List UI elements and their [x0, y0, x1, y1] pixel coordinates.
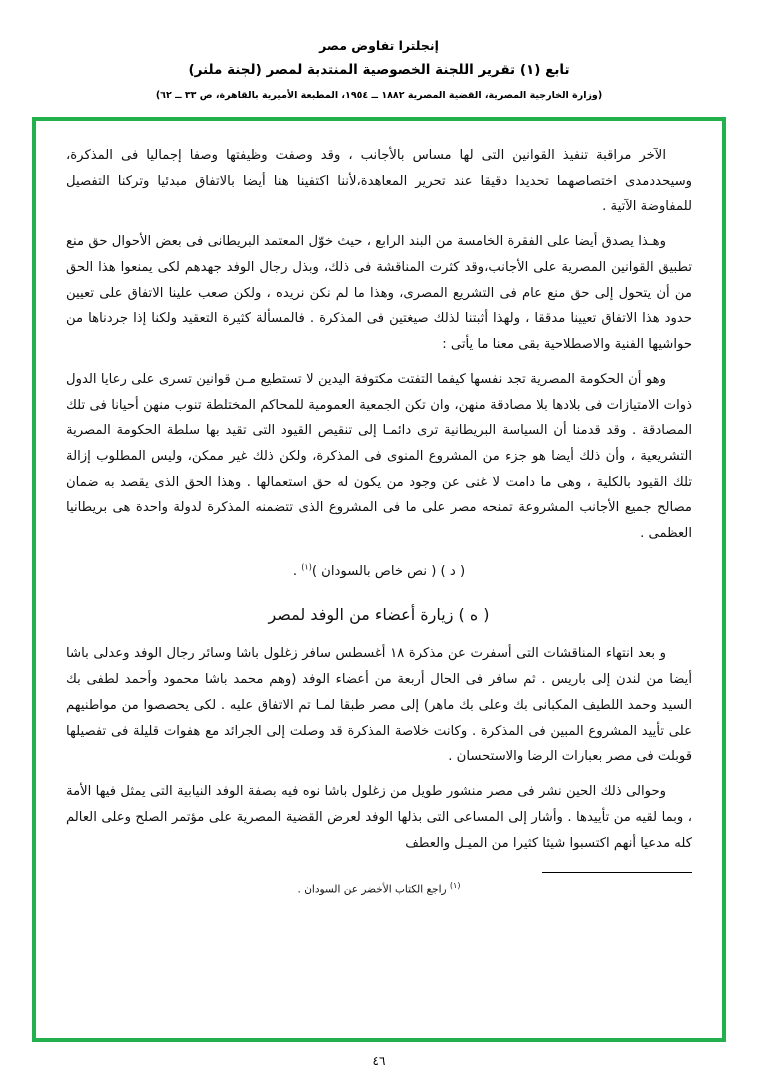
header-source-line: (وزارة الخارجية المصرية، القضية المصرية ١٨٨٢ ــ ١٩٥٤، المطبعة الأميرية بالقاهرة، ص ٣٣ ــ ٦٢) — [155, 89, 603, 101]
section-heading-h: ( ه ) زيارة أعضاء من الوفد لمصر — [268, 604, 490, 624]
paragraph: و بعد انتهاء المناقشات التى أسفرت عن مذكرة ١٨ أغسطس سافر زغلول باشا وسائر رجال الوفد وعدلى باشا أيضا من لندن إلى باريس . ثم سافر فى الحال أربعة من أعضاء الوفد (وهم محمد باشا محمود وأحمد لطفى بك السيد وحمد اللطيف المكبانى بك وعلى بك ماهر) إلى مصر طبقا لمـا تم الاتفاق عليه . لكى يحصصوا من مواطنيهم على تأييد المشروع المبين فى المذكرة . وكانت خلاصة المذكرة قد وصلت إلى الجرائد مع هفوات قليلة فى تفصيلها قوبلت فى مصر بعبارات الرضا والاستحسان . — [66, 646, 692, 765]
paragraph: وهـذا يصدق أيضا على الفقرة الخامسة من البند الرابع ، حيث خوّل المعتمد البريطانى فى بعض الأحوال حق منع تطبيق القوانين المصرية على الأجانب،وقد كثرت المناقشة فى ذلك، وبذل رجال الوفد جهدهم لكى يمنعوا هذا الحق من أن يتحول إلى حق منع عام فى التشريع المصرى، وهذا ما لم نكن نريده ، ولكن صعب علينا الاتفاق على تعيين حدود هذا الاتفاق تعيينا مدققا ، ولهذا أثبتنا لذلك صيغتين فى المذكرة . فالمسألة كثيرة التعقيد ولكنا إذا جردناها من حواشيها الفنية والاصطلاحية بقى معنا ما يأتى : — [66, 234, 692, 353]
header-title-line1: إنجلترا تفاوض مصر — [319, 38, 439, 53]
section-reference-d — [66, 559, 692, 585]
footnote — [66, 879, 692, 899]
paragraph: الآخر مراقبة تنفيذ القوانين التى لها مساس بالأجانب ، وقد وصفت وظيفتها وصفا إجماليا فى المذكرة، وسيحددمدى اختصاصهما تحديدا دقيقا عند تحرير المعاهدة،لأننا اكتفينا هنا أيضا بالاتفاق مبدئيا وتركنا التفصيل للمفاوضة الآتية . — [66, 147, 692, 215]
footnote-number: (١) — [449, 881, 461, 891]
section-reference-text: ( د ) ( نص خاص بالسودان ) — [311, 563, 466, 579]
header-title-line2: تابع (١) تقرير اللجنة الخصوصية المنتدبة لمصر (لجنة ملنر) — [188, 62, 570, 78]
paragraph: وهو أن الحكومة المصرية تجد نفسها كيفما التفتت مكتوفة اليدين لا تستطيع مـن قوانين تسرى على رعايا الدول ذوات الامتيازات فى بلادها بلا مصادقة منهن، وان تكن الجمعية العمومية للمحاكم المختلطة تنوب منهن أحيانا فى تلك المصادقة . وقد قدمنا أن السياسة البريطانية ترى دائمـا إلى تنقيص القيود التى تقيد بها سلطة الحكومة المصرية التشريعية ، وأن ذلك أيضا هو جزء من المشروع المنوى فى المذكرة، ولكن ذلك غير ممكن، وليس المطلوب إزالة تلك القيود بالكلية ، وهى ما دامت لا غنى عن وجود من يكون له حق استعمالها . وهذا الحق الذى يقصد به ضمان مصالح جميع الأجانب المشروعة تمنحه مصر على ما فى المشروع الذى تتضمنه المذكرة لدولة واحدة هى بريطانيا العظمى . — [66, 371, 692, 542]
page-header — [0, 0, 758, 103]
section-reference-period: . — [292, 563, 298, 579]
footnote-marker: (١) — [301, 562, 312, 572]
paragraph: وحوالى ذلك الحين نشر فى مصر منشور طويل من زغلول باشا نوه فيه بصفة الوفد النيابية التى يمثل فيها الأمة ، وبما لقيه من تأييدها . وأشار إلى المساعى التى بذلها الوفد لعرض القضية المصرية على مؤتمر الصلح وعلى العالم كله مدعيا أنهم اكتسبوا شيئا كثيرا من الميـل والعطف — [66, 784, 692, 851]
footnote-divider — [542, 872, 692, 873]
page-number: ٤٦ — [372, 1054, 386, 1068]
footnote-text: راجع الكتاب الأخضر عن السودان . — [297, 883, 447, 896]
document-body — [66, 143, 692, 900]
green-bordered-content-frame — [32, 117, 726, 1042]
